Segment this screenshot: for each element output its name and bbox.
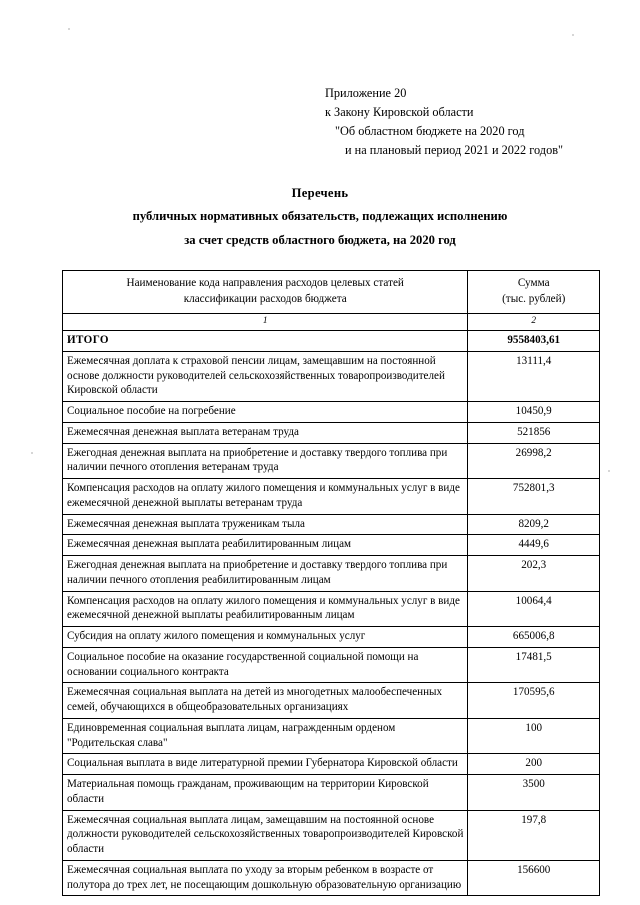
row-sum: 4449,6: [468, 535, 600, 556]
table-row: [63, 443, 600, 479]
row-sum: 10450,9: [468, 402, 600, 423]
table-row: [63, 860, 600, 896]
table-header-row: [63, 271, 600, 314]
row-name: Компенсация расходов на оплату жилого помещения и коммунальных услуг в виде ежемесячной денежной выплаты реабилитированным лицам: [63, 591, 468, 627]
row-name: Ежемесячная денежная выплата реабилитированным лицам: [63, 535, 468, 556]
table-row: [63, 591, 600, 627]
row-name: Социальная выплата в виде литературной премии Губернатора Кировской области: [63, 754, 468, 775]
column-number-2: 2: [468, 314, 600, 331]
row-name: Ежемесячная социальная выплата на детей из многодетных малообеспеченных семей, обучающихся в общеобразовательных организациях: [63, 683, 468, 719]
table-row: [63, 331, 600, 352]
row-sum: 10064,4: [468, 591, 600, 627]
page-subtitle-2: за счет средств областного бюджета, на 2020 год: [184, 232, 456, 247]
row-name: Ежемесячная денежная выплата труженикам тыла: [63, 514, 468, 535]
column-header-name: [63, 271, 468, 314]
appendix-law-title-1: "Об областном бюджете на 2020 год: [335, 124, 525, 139]
row-sum: 197,8: [468, 810, 600, 860]
table-row: [63, 754, 600, 775]
table-row: [63, 402, 600, 423]
column-header-name-line2: классификации расходов бюджета: [183, 292, 347, 305]
table-row: [63, 535, 600, 556]
appendix-reference: [0, 0, 640, 160]
scan-speck: [608, 470, 610, 472]
budget-table-container: [62, 270, 600, 896]
table-row: [63, 683, 600, 719]
page-title: Перечень: [291, 186, 349, 201]
row-sum: 170595,6: [468, 683, 600, 719]
document-title: [0, 182, 640, 252]
row-name: Социальное пособие на погребение: [63, 402, 468, 423]
row-name: Единовременная социальная выплата лицам, награжденным орденом "Родительская слава": [63, 718, 468, 754]
scan-speck: [68, 28, 70, 30]
row-sum: 17481,5: [468, 647, 600, 683]
table-row: [63, 810, 600, 860]
column-header-sum-line1: Сумма: [517, 277, 550, 290]
row-sum: 752801,3: [468, 479, 600, 515]
table-row: [63, 647, 600, 683]
table-body: [63, 331, 600, 896]
row-sum: 9558403,61: [468, 331, 600, 352]
appendix-law-title-2: и на плановый период 2021 и 2022 годов": [345, 143, 564, 158]
scan-speck: [572, 34, 574, 36]
page-subtitle-1: публичных нормативных обязательств, подлежащих исполнению: [132, 209, 508, 224]
table-row: [63, 351, 600, 401]
table-row: [63, 718, 600, 754]
column-number-1: 1: [63, 314, 468, 331]
column-header-sum-line2: (тыс. рублей): [502, 292, 566, 305]
row-name: Материальная помощь гражданам, проживающим на территории Кировской области: [63, 775, 468, 811]
column-header-sum: [468, 271, 600, 314]
row-sum: 100: [468, 718, 600, 754]
table-row: [63, 514, 600, 535]
row-sum: 202,3: [468, 556, 600, 592]
column-header-name-line1: Наименование кода направления расходов целевых статей: [126, 277, 404, 290]
row-sum: 13111,4: [468, 351, 600, 401]
row-name: ИТОГО: [63, 331, 468, 352]
row-name: Ежемесячная социальная выплата лицам, замещавшим на постоянной основе должности руководителей сельскохозяйственных товаропроизводителей Кировской области: [63, 810, 468, 860]
row-sum: 26998,2: [468, 443, 600, 479]
row-name: Социальное пособие на оказание государственной социальной помощи на основании социального контракта: [63, 647, 468, 683]
row-name: Ежегодная денежная выплата на приобретение и доставку твердого топлива при наличии печного отопления ветеранам труда: [63, 443, 468, 479]
table-column-numbering-row: [63, 314, 600, 331]
appendix-law: к Закону Кировской области: [325, 105, 474, 120]
row-name: Ежемесячная денежная выплата ветеранам труда: [63, 422, 468, 443]
row-name: Субсидия на оплату жилого помещения и коммунальных услуг: [63, 627, 468, 648]
row-name: Ежегодная денежная выплата на приобретение и доставку твердого топлива при наличии печного отопления реабилитированным лицам: [63, 556, 468, 592]
table-row: [63, 556, 600, 592]
table-row: [63, 775, 600, 811]
row-name: Компенсация расходов на оплату жилого помещения и коммунальных услуг в виде ежемесячной денежной выплаты ветеранам труда: [63, 479, 468, 515]
row-sum: 521856: [468, 422, 600, 443]
budget-table: [62, 270, 600, 896]
appendix-number: Приложение 20: [325, 86, 407, 100]
table-header: [63, 271, 600, 331]
scan-speck: [31, 452, 33, 454]
row-sum: 665006,8: [468, 627, 600, 648]
row-name: Ежемесячная доплата к страховой пенсии лицам, замещавшим на постоянной основе должности руководителей сельскохозяйственных товаропроизводителей Кировской области: [63, 351, 468, 401]
row-sum: 3500: [468, 775, 600, 811]
row-sum: 200: [468, 754, 600, 775]
table-row: [63, 627, 600, 648]
row-name: Ежемесячная социальная выплата по уходу за вторым ребенком в возрасте от полутора до трех лет, не посещающим дошкольную образовательную организацию: [63, 860, 468, 896]
table-row: [63, 479, 600, 515]
table-row: [63, 422, 600, 443]
row-sum: 8209,2: [468, 514, 600, 535]
row-sum: 156600: [468, 860, 600, 896]
